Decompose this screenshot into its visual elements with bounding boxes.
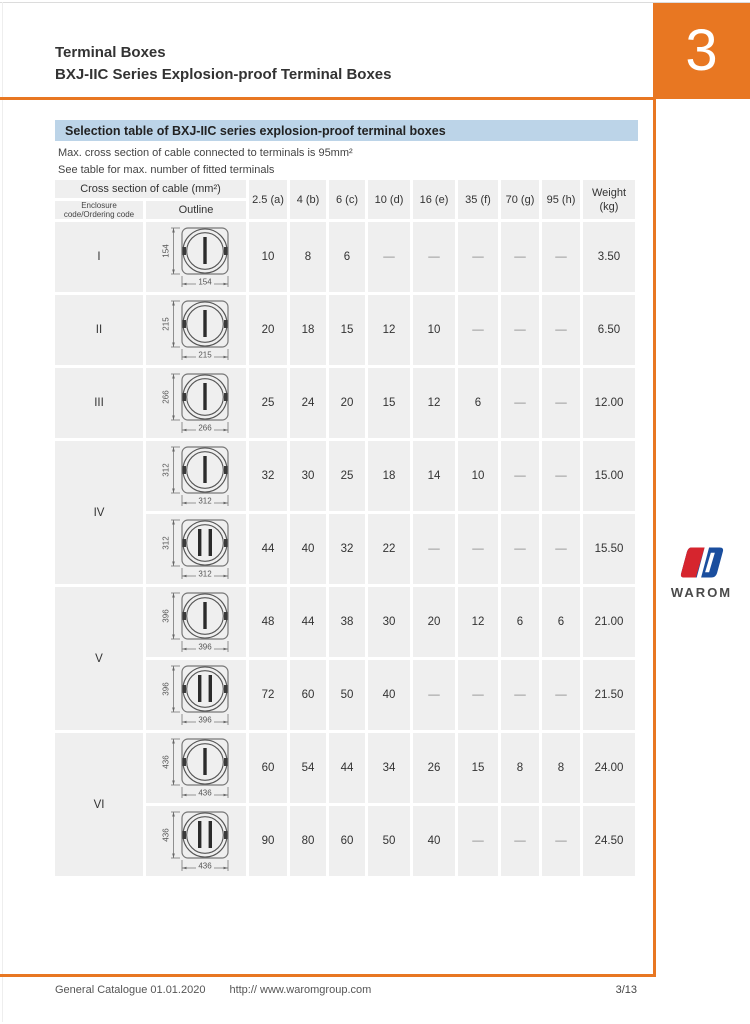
value-cell: — bbox=[501, 660, 539, 730]
value-cell: 20 bbox=[329, 368, 365, 438]
header-outline: Outline bbox=[146, 201, 246, 219]
value-cell: 10 bbox=[413, 295, 455, 365]
svg-text:396: 396 bbox=[161, 682, 171, 696]
value-cell: — bbox=[501, 806, 539, 876]
svg-text:436: 436 bbox=[161, 755, 171, 769]
value-cell: 48 bbox=[249, 587, 287, 657]
table-row bbox=[55, 368, 635, 438]
outline-cell bbox=[146, 806, 246, 876]
value-cell: 60 bbox=[329, 806, 365, 876]
value-cell: — bbox=[542, 222, 580, 292]
header-enclosure-code: Enclosure code/Ordering code bbox=[55, 201, 143, 219]
value-cell: 72 bbox=[249, 660, 287, 730]
table-row bbox=[55, 733, 635, 803]
svg-text:436: 436 bbox=[198, 788, 212, 798]
value-cell: 44 bbox=[290, 587, 326, 657]
header-size-col-3: 10 (d) bbox=[368, 180, 410, 219]
value-cell: 40 bbox=[290, 514, 326, 584]
svg-text:396: 396 bbox=[198, 642, 212, 652]
value-cell: 15 bbox=[458, 733, 498, 803]
value-cell: 20 bbox=[413, 587, 455, 657]
accent-rule-bottom bbox=[0, 974, 656, 977]
weight-cell: 6.50 bbox=[583, 295, 635, 365]
chapter-number: 3 bbox=[685, 18, 718, 83]
enclosure-code: IV bbox=[55, 441, 143, 584]
outline-drawing bbox=[146, 589, 246, 655]
value-cell: 80 bbox=[290, 806, 326, 876]
value-cell: 40 bbox=[368, 660, 410, 730]
svg-text:154: 154 bbox=[198, 277, 212, 287]
enclosure-code: VI bbox=[55, 733, 143, 876]
svg-text:436: 436 bbox=[198, 861, 212, 871]
selection-section bbox=[55, 120, 641, 879]
table-row bbox=[55, 587, 635, 657]
outline-drawing bbox=[146, 735, 246, 801]
svg-text:154: 154 bbox=[161, 244, 171, 258]
outline-cell bbox=[146, 295, 246, 365]
outline-drawing bbox=[146, 808, 246, 874]
value-cell: — bbox=[501, 222, 539, 292]
header-weight-unit: (kg) bbox=[599, 200, 619, 213]
svg-text:312: 312 bbox=[161, 536, 171, 550]
outline-drawing bbox=[146, 516, 246, 582]
value-cell: 6 bbox=[329, 222, 365, 292]
value-cell: 15 bbox=[368, 368, 410, 438]
svg-text:266: 266 bbox=[198, 423, 212, 433]
svg-text:266: 266 bbox=[161, 390, 171, 404]
value-cell: — bbox=[501, 295, 539, 365]
weight-cell: 24.00 bbox=[583, 733, 635, 803]
value-cell: — bbox=[542, 514, 580, 584]
svg-text:312: 312 bbox=[161, 463, 171, 477]
svg-text:396: 396 bbox=[198, 715, 212, 725]
header-weight-label: Weight bbox=[591, 186, 627, 199]
outline-cell bbox=[146, 733, 246, 803]
header-size-col-0: 2.5 (a) bbox=[249, 180, 287, 219]
value-cell: — bbox=[413, 222, 455, 292]
value-cell: 24 bbox=[290, 368, 326, 438]
outline-drawing bbox=[146, 297, 246, 363]
value-cell: — bbox=[413, 660, 455, 730]
value-cell: 54 bbox=[290, 733, 326, 803]
value-cell: 30 bbox=[290, 441, 326, 511]
outline-cell bbox=[146, 441, 246, 511]
value-cell: 6 bbox=[501, 587, 539, 657]
selection-table bbox=[52, 177, 638, 879]
value-cell: 14 bbox=[413, 441, 455, 511]
table-row bbox=[55, 295, 635, 365]
value-cell: 6 bbox=[542, 587, 580, 657]
outline-drawing bbox=[146, 443, 246, 509]
value-cell: 26 bbox=[413, 733, 455, 803]
value-cell: — bbox=[542, 295, 580, 365]
value-cell: 22 bbox=[368, 514, 410, 584]
accent-rule-right bbox=[653, 99, 656, 977]
header-cross-section: Cross section of cable (mm²) bbox=[55, 180, 246, 198]
weight-cell: 24.50 bbox=[583, 806, 635, 876]
value-cell: 34 bbox=[368, 733, 410, 803]
page-header bbox=[55, 42, 391, 86]
table-row bbox=[55, 441, 635, 511]
value-cell: 38 bbox=[329, 587, 365, 657]
value-cell: — bbox=[542, 368, 580, 438]
value-cell: 8 bbox=[542, 733, 580, 803]
value-cell: — bbox=[542, 660, 580, 730]
value-cell: 44 bbox=[249, 514, 287, 584]
enclosure-code: III bbox=[55, 368, 143, 438]
value-cell: — bbox=[458, 295, 498, 365]
value-cell: 10 bbox=[249, 222, 287, 292]
value-cell: — bbox=[413, 514, 455, 584]
value-cell: — bbox=[542, 441, 580, 511]
value-cell: — bbox=[501, 514, 539, 584]
footer-catalogue: General Catalogue 01.01.2020 bbox=[55, 984, 206, 996]
value-cell: 18 bbox=[368, 441, 410, 511]
svg-text:312: 312 bbox=[198, 496, 212, 506]
value-cell: 18 bbox=[290, 295, 326, 365]
note-see-table: See table for max. number of fitted terminals bbox=[58, 164, 275, 176]
enclosure-code: V bbox=[55, 587, 143, 730]
page-subtitle: BXJ-IIC Series Explosion-proof Terminal Boxes bbox=[55, 66, 392, 83]
value-cell: — bbox=[501, 368, 539, 438]
svg-text:215: 215 bbox=[198, 350, 212, 360]
weight-cell: 15.50 bbox=[583, 514, 635, 584]
chapter-number-box bbox=[653, 3, 750, 99]
value-cell: 60 bbox=[290, 660, 326, 730]
value-cell: 6 bbox=[458, 368, 498, 438]
header-size-col-1: 4 (b) bbox=[290, 180, 326, 219]
value-cell: 50 bbox=[368, 806, 410, 876]
value-cell: 50 bbox=[329, 660, 365, 730]
value-cell: 60 bbox=[249, 733, 287, 803]
enclosure-code: II bbox=[55, 295, 143, 365]
value-cell: — bbox=[501, 441, 539, 511]
value-cell: 32 bbox=[329, 514, 365, 584]
value-cell: — bbox=[458, 806, 498, 876]
outline-cell bbox=[146, 222, 246, 292]
section-title-bar bbox=[55, 120, 638, 141]
value-cell: 25 bbox=[249, 368, 287, 438]
weight-cell: 3.50 bbox=[583, 222, 635, 292]
header-size-col-4: 16 (e) bbox=[413, 180, 455, 219]
header-size-col-7: 95 (h) bbox=[542, 180, 580, 219]
value-cell: — bbox=[458, 222, 498, 292]
warom-logo bbox=[653, 546, 750, 600]
page-left-edge bbox=[2, 2, 3, 1022]
value-cell: 12 bbox=[413, 368, 455, 438]
table-row bbox=[55, 222, 635, 292]
value-cell: 25 bbox=[329, 441, 365, 511]
value-cell: 12 bbox=[458, 587, 498, 657]
value-cell: — bbox=[542, 806, 580, 876]
value-cell: 44 bbox=[329, 733, 365, 803]
header-size-col-6: 70 (g) bbox=[501, 180, 539, 219]
header-row-1 bbox=[55, 180, 635, 198]
outline-cell bbox=[146, 368, 246, 438]
value-cell: 8 bbox=[501, 733, 539, 803]
svg-text:396: 396 bbox=[161, 609, 171, 623]
header-weight bbox=[583, 180, 635, 219]
value-cell: 30 bbox=[368, 587, 410, 657]
weight-cell: 21.00 bbox=[583, 587, 635, 657]
outline-drawing bbox=[146, 662, 246, 728]
svg-text:436: 436 bbox=[161, 828, 171, 842]
accent-rule-header bbox=[0, 97, 653, 100]
outline-cell bbox=[146, 587, 246, 657]
page-title: Terminal Boxes bbox=[55, 44, 166, 61]
outline-drawing bbox=[146, 224, 246, 290]
enclosure-code: I bbox=[55, 222, 143, 292]
outline-cell bbox=[146, 514, 246, 584]
value-cell: 20 bbox=[249, 295, 287, 365]
page-top-edge bbox=[0, 2, 750, 3]
value-cell: — bbox=[458, 660, 498, 730]
value-cell: 32 bbox=[249, 441, 287, 511]
value-cell: 12 bbox=[368, 295, 410, 365]
outline-cell bbox=[146, 660, 246, 730]
value-cell: 40 bbox=[413, 806, 455, 876]
weight-cell: 21.50 bbox=[583, 660, 635, 730]
svg-text:312: 312 bbox=[198, 569, 212, 579]
svg-text:215: 215 bbox=[161, 317, 171, 331]
value-cell: — bbox=[458, 514, 498, 584]
page-footer bbox=[55, 984, 695, 996]
footer-page-number: 3/13 bbox=[615, 984, 637, 996]
outline-drawing bbox=[146, 370, 246, 436]
value-cell: 90 bbox=[249, 806, 287, 876]
warom-logo-text: WAROM bbox=[670, 585, 733, 600]
weight-cell: 12.00 bbox=[583, 368, 635, 438]
value-cell: 10 bbox=[458, 441, 498, 511]
value-cell: 15 bbox=[329, 295, 365, 365]
section-title: Selection table of BXJ-IIC series explosion-proof terminal boxes bbox=[65, 123, 446, 138]
note-max-cross-section: Max. cross section of cable connected to terminals is 95mm² bbox=[58, 147, 353, 159]
weight-cell: 15.00 bbox=[583, 441, 635, 511]
header-size-col-5: 35 (f) bbox=[458, 180, 498, 219]
footer-website: http:// www.waromgroup.com bbox=[229, 984, 372, 996]
value-cell: — bbox=[368, 222, 410, 292]
value-cell: 8 bbox=[290, 222, 326, 292]
warom-logo-icon bbox=[679, 546, 725, 579]
header-size-col-2: 6 (c) bbox=[329, 180, 365, 219]
